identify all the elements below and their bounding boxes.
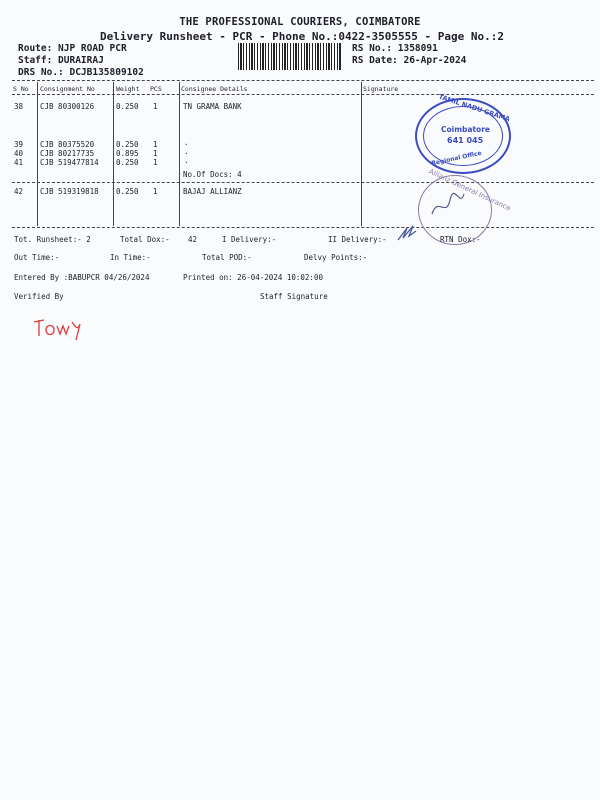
row-consignee: .: [184, 156, 189, 165]
table-top-rule: [12, 80, 594, 81]
row-pcs: 1: [153, 187, 158, 196]
delvy-points: Delvy Points:-: [304, 253, 368, 262]
col-divider: [113, 82, 114, 226]
drs-number: DRS No.: DCJB135809102: [18, 67, 144, 78]
col-header-consignee: Consignee Details: [181, 85, 248, 93]
header-bottom-rule: [12, 94, 594, 95]
col-header-weight: Weight: [116, 85, 140, 93]
row-consignment: CJB 80375520: [40, 140, 95, 149]
row-weight: 0.250: [116, 102, 139, 111]
bank-seal-stamp: [415, 92, 511, 174]
row-pcs: 1: [153, 149, 158, 158]
row-pcs: 1: [153, 140, 158, 149]
seal-top-text: TAMIL NADU GRAMA: [437, 92, 511, 124]
group-separator-rule: [12, 182, 594, 183]
barcode-image: [238, 43, 342, 70]
col-header-signature: Signature: [363, 85, 399, 93]
entered-by: Entered By :BABUPCR 04/26/2024: [14, 273, 150, 282]
row-sno: 39: [14, 140, 24, 149]
staff-signature-label: Staff Signature: [260, 292, 328, 301]
col-divider: [179, 82, 180, 226]
row-sno: 41: [14, 158, 24, 167]
seal-pin-text: 641 045: [447, 136, 484, 145]
row-consignment: CJB 519477814: [40, 158, 99, 167]
ii-delivery: II Delivery:-: [328, 235, 387, 244]
row-pcs: 1: [153, 158, 158, 167]
printed-on: Printed on: 26-04-2024 10:02:00: [183, 273, 323, 282]
insurance-seal-text: Allianz General Insurance: [427, 167, 512, 213]
row-consignee: .: [184, 147, 189, 156]
docs-count-note: No.Of Docs: 4: [183, 170, 242, 179]
row-sno: 40: [14, 149, 24, 158]
col-divider: [361, 82, 362, 226]
row-pcs: 1: [153, 102, 158, 111]
col-divider: [37, 82, 38, 226]
row-sno: 42: [14, 187, 24, 196]
row-consignee: .: [184, 138, 189, 147]
row-weight: 0.250: [116, 187, 139, 196]
row-consignment: CJB 80217735: [40, 149, 95, 158]
in-time: In Time:-: [110, 253, 151, 262]
staff-label: Staff: DURAIRAJ: [18, 55, 104, 66]
total-dox-label: Total Dox:-: [120, 235, 170, 244]
total-dox-value: 42: [188, 235, 198, 244]
route-label: Route: NJP ROAD PCR: [18, 43, 127, 54]
company-title: THE PROFESSIONAL COURIERS, COIMBATORE: [179, 16, 421, 28]
pen-mark-icon: [395, 222, 419, 244]
consignee-signature-scribble: [428, 188, 468, 224]
col-header-consignment: Consignment No: [40, 85, 95, 93]
row-consignee: TN GRAMA BANK: [183, 102, 242, 111]
runsheet-subtitle: Delivery Runsheet - PCR - Phone No.:0422-3505555 - Page No.:2: [100, 30, 504, 43]
row-sno: 38: [14, 102, 24, 111]
table-bottom-rule: [12, 227, 594, 228]
rtn-dox: RTN Dox:-: [440, 235, 481, 244]
seal-bottom-text: Regional Office: [430, 149, 483, 168]
row-weight: 0.250: [116, 140, 139, 149]
handwritten-signature: [32, 308, 92, 342]
rs-date: RS Date: 26-Apr-2024: [352, 55, 467, 66]
i-delivery: I Delivery:-: [222, 235, 277, 244]
col-header-sno: S No: [13, 85, 29, 93]
out-time: Out Time:-: [14, 253, 60, 262]
row-consignment: CJB 80300126: [40, 102, 95, 111]
rs-number: RS No.: 1358091: [352, 43, 438, 54]
col-header-pcs: PCS: [150, 85, 162, 93]
verified-by: Verified By: [14, 292, 64, 301]
row-weight: 0.250: [116, 158, 139, 167]
total-pod: Total POD:-: [202, 253, 252, 262]
seal-city-text: Coimbatore: [441, 125, 490, 134]
tot-runsheet: Tot. Runsheet:- 2: [14, 235, 91, 244]
row-consignee: BAJAJ ALLIANZ: [183, 187, 242, 196]
row-weight: 0.895: [116, 149, 139, 158]
row-consignment: CJB 519319818: [40, 187, 99, 196]
